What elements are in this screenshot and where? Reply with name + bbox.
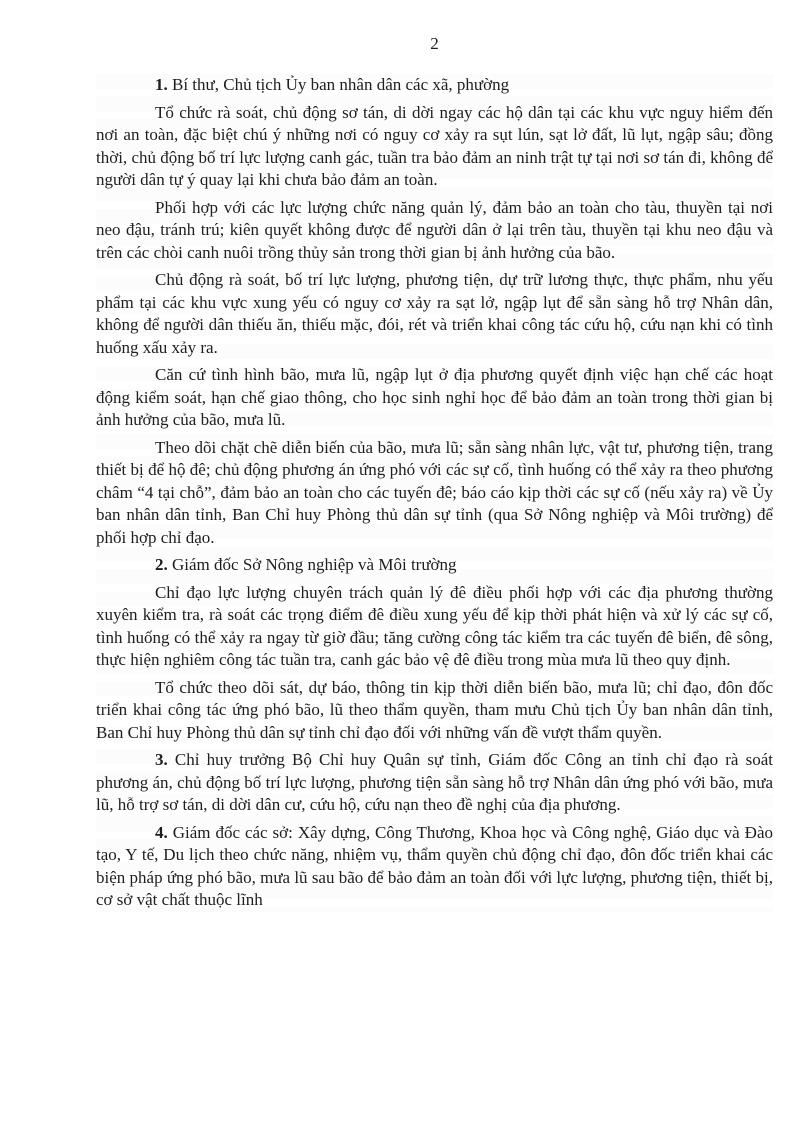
document-body <box>96 74 773 912</box>
paragraph-text: Chỉ huy trưởng Bộ Chỉ huy Quân sự tỉnh, Giám đốc Công an tỉnh chỉ đạo rà soát phương án, chủ động bố trí lực lượng, phương tiện sẵn sàng hỗ trợ Nhân dân ứng phó với bão, mưa lũ, hỗ trợ sơ tán, di dời dân cư, cứu hộ, cứu nạn theo đề nghị của địa phương. <box>96 750 773 814</box>
paragraph: Tổ chức theo dõi sát, dự báo, thông tin kịp thời diễn biến bão, mưa lũ; chỉ đạo, đôn đốc triển khai công tác ứng phó bão, lũ theo thẩm quyền, tham mưu Chủ tịch Ủy ban nhân dân tỉnh, Ban Chỉ huy Phòng thủ dân sự tỉnh chỉ đạo đối với những vấn đề vượt thẩm quyền. <box>96 677 773 742</box>
paragraph-text: Bí thư, Chủ tịch Ủy ban nhân dân các xã, phường <box>172 75 510 94</box>
section-heading <box>96 74 773 97</box>
paragraph: Tổ chức rà soát, chủ động sơ tán, di dời ngay các hộ dân tại các khu vực nguy hiểm đến nơi an toàn, đặc biệt chú ý những nơi có nguy cơ xảy ra sụt lún, sạt lở đất, lũ lụt, ngập sâu; đồng thời, chủ động bố trí lực lượng canh gác, tuần tra bảo đảm an ninh trật tự tại nơi sơ tán đi, không để người dân tự ý quay lại khi chưa bảo đảm an toàn. <box>96 102 773 189</box>
section-number: 2. <box>155 555 168 574</box>
section-number: 3. <box>155 750 168 769</box>
paragraph-text: Giám đốc các sở: Xây dựng, Công Thương, Khoa học và Công nghệ, Giáo dục và Đào tạo, Y tế, Du lịch theo chức năng, nhiệm vụ, thẩm quyền chủ động chỉ đạo, đôn đốc triển khai các biện pháp ứng phó bão, mưa lũ sau bão để bảo đảm an toàn đối với lực lượng, phương tiện, thiết bị, cơ sở vật chất thuộc lĩnh <box>96 822 773 909</box>
paragraph: Chủ động rà soát, bố trí lực lượng, phương tiện, dự trữ lương thực, thực phẩm, nhu yếu phẩm tại các khu vực xung yếu có nguy cơ xảy ra sạt lở, ngập lụt để sẵn sàng hỗ trợ Nhân dân, không để người dân thiếu ăn, thiếu mặc, đói, rét và triển khai công tác cứu hộ, cứu nạn khi có tình huống xấu xảy ra. <box>96 270 773 357</box>
paragraph: Căn cứ tình hình bão, mưa lũ, ngập lụt ở địa phương quyết định việc hạn chế các hoạt động kiểm soát, hạn chế giao thông, cho học sinh nghỉ học để bảo đảm an toàn trong thời gian bị ảnh hưởng của bão, mưa lũ. <box>96 365 773 429</box>
section-number: 1. <box>155 75 168 94</box>
section-heading <box>96 554 773 577</box>
paragraph <box>96 822 773 912</box>
paragraph <box>96 749 773 817</box>
paragraph: Phối hợp với các lực lượng chức năng quản lý, đảm bảo an toàn cho tàu, thuyền tại nơi neo đậu, tránh trú; kiên quyết không được để người dân ở lại trên tàu, thuyền tại khu neo đậu và trên các chòi canh nuôi trồng thủy sản trong thời gian bị ảnh hưởng của bão. <box>96 197 773 262</box>
paragraph-text: Giám đốc Sở Nông nghiệp và Môi trường <box>172 555 457 574</box>
section-number: 4. <box>155 822 168 842</box>
page-number: 2 <box>430 34 439 53</box>
paragraph: Chỉ đạo lực lượng chuyên trách quản lý đê điều phối hợp với các địa phương thường xuyên kiểm tra, rà soát các trọng điểm đê điều xung yếu để kịp thời phát hiện và xử lý các sự cố, tình huống có thể xảy ra ngay từ giờ đầu; tăng cường công tác kiểm tra các tuyến đê biển, đê sông, thực hiện nghiêm công tác tuần tra, canh gác bảo vệ đê điều trong mùa mưa lũ theo quy định. <box>96 582 773 669</box>
paragraph: Theo dõi chặt chẽ diễn biến của bão, mưa lũ; sẵn sàng nhân lực, vật tư, phương tiện, trang thiết bị để hộ đê; chủ động phương án ứng phó với các sự cố, tình huống có thể xảy ra theo phương châm “4 tại chỗ”, đảm bảo an toàn cho các tuyến đê; báo cáo kịp thời các sự cố (nếu xảy ra) về Ủy ban nhân dân tỉnh, Ban Chỉ huy Phòng thủ dân sự tỉnh (qua Sở Nông nghiệp và Môi trường) để phối hợp chỉ đạo. <box>96 437 773 547</box>
